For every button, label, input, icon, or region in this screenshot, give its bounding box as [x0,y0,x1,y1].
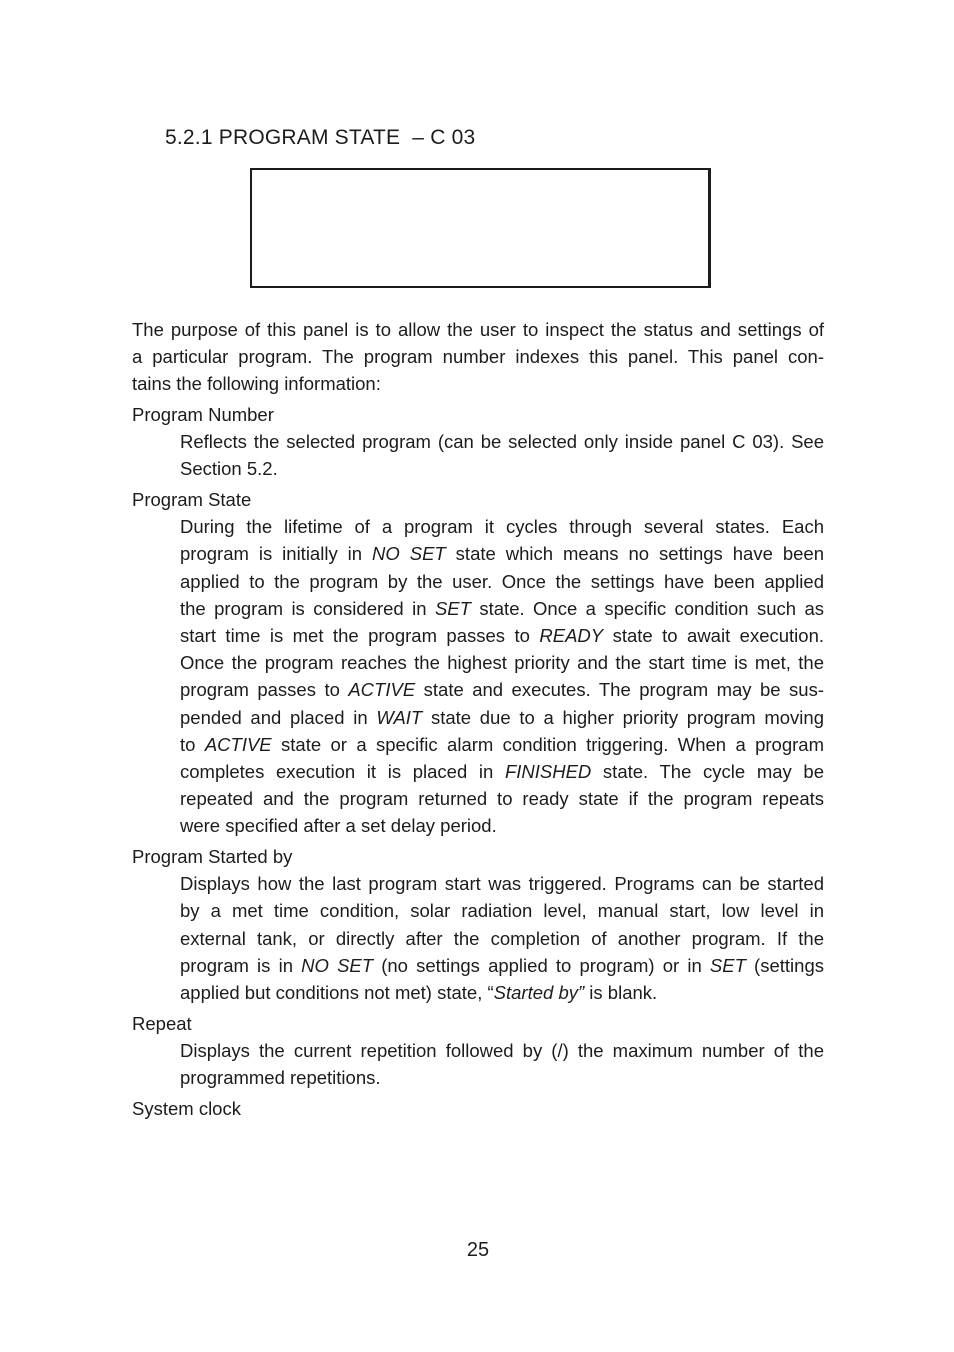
text-segment: state to await execution. [603,625,824,647]
text-segment: repeated and the program returned to ready state if the program repeats [180,788,824,810]
italic-state-term: NO SET [372,543,446,565]
italic-state-term: ACTIVE [204,733,272,755]
italic-state-term: FINISHED [504,761,592,783]
italic-state-term: WAIT [376,706,423,728]
text-line [180,513,824,540]
text-segment: state which means no settings have been [445,543,824,565]
text-line [180,595,824,622]
text-line [180,731,824,758]
text-segment: by a met time condition, solar radiation level, manual start, low level in [180,900,824,922]
italic-state-term: SET [434,597,471,619]
text-segment: Displays how the last program start was triggered. Programs can be started [180,873,824,895]
text-line [180,676,824,703]
text-segment: state and executes. The program may be sus- [415,679,824,701]
text-segment: program is in [180,954,302,976]
text-segment: (no settings applied to program) or in [373,954,710,976]
text-segment: completes execution it is placed in [180,761,505,783]
text-segment: The purpose of this panel is to allow the user to inspect the status and settings of [132,319,824,340]
text-segment: programmed repetitions. [180,1067,381,1089]
body-text [132,316,824,1122]
text-segment: Reflects the selected program (can be selected only inside panel C 03). See [180,431,824,453]
italic-state-term: SET [709,954,746,976]
text-segment: is blank. [584,982,658,1004]
text-segment: were specified after a set delay period. [180,815,497,837]
text-segment: state. Once a specific condition such as [470,597,824,619]
italic-state-term: READY [539,625,604,647]
text-line [180,897,824,924]
text-segment: Section 5.2. [180,458,278,480]
text-line [180,870,824,897]
text-line [180,428,824,455]
text-line [180,952,824,979]
definition-list [132,401,824,1122]
text-segment: a particular program. The program number indexes this panel. This panel con- [132,346,824,368]
text-line [180,1064,824,1091]
text-segment: Displays the current repetition followed by (/) the maximum number of the [180,1039,824,1061]
text-line [132,316,824,343]
text-line [180,925,824,952]
text-segment: state or a specific alarm condition triggering. When a program [271,733,824,755]
definition-term: Program State [132,489,252,510]
text-segment: During the lifetime of a program it cycles through several states. Each [180,516,824,538]
text-segment: state. The cycle may be [591,761,824,783]
text-segment: program is initially in [180,543,373,565]
definition-description [180,513,824,839]
text-line [180,622,824,649]
definition-description [180,428,824,482]
text-segment: program passes to [180,679,349,701]
text-segment: start time is met the program passes to [180,625,540,647]
definition-term: Program Started by [132,846,293,868]
italic-state-term: Started by” [493,982,585,1004]
section-heading: 5.2.1 PROGRAM STATE – C 03 [165,126,476,149]
text-line [180,540,824,567]
text-segment: the program is considered in [180,597,435,619]
text-segment: external tank, or directly after the completion of another program. If the [180,927,824,949]
text-line [180,455,824,482]
text-line [132,343,824,370]
text-line [180,979,824,1006]
text-line [132,370,824,397]
text-segment: applied to the program by the user. Once the settings have been applied [180,570,824,592]
text-line [180,758,824,785]
text-segment: (settings [745,954,824,976]
intro-paragraph [132,316,824,398]
text-segment: to [180,733,205,755]
text-line [180,1037,824,1064]
text-segment: applied but conditions not met) state, “ [180,982,494,1004]
italic-state-term: NO SET [301,954,374,976]
text-line [180,785,824,812]
definition-term: System clock [132,1097,241,1119]
definition-term: Program Number [132,404,274,425]
text-line [180,649,824,676]
text-line [180,568,824,595]
definition-term: Repeat [132,1012,192,1034]
text-segment: pended and placed in [180,706,377,728]
text-segment: tains the following information: [132,373,381,395]
text-line [180,704,824,731]
text-segment: state due to a higher priority program moving [422,706,824,728]
definition-description [180,870,824,1006]
italic-state-term: ACTIVE [348,679,416,701]
definition-description [180,1037,824,1091]
text-segment: Once the program reaches the highest priority and the start time is met, the [180,652,824,674]
text-line [180,812,824,839]
page-number: 25 [466,1239,490,1261]
panel-display-frame [250,168,711,288]
